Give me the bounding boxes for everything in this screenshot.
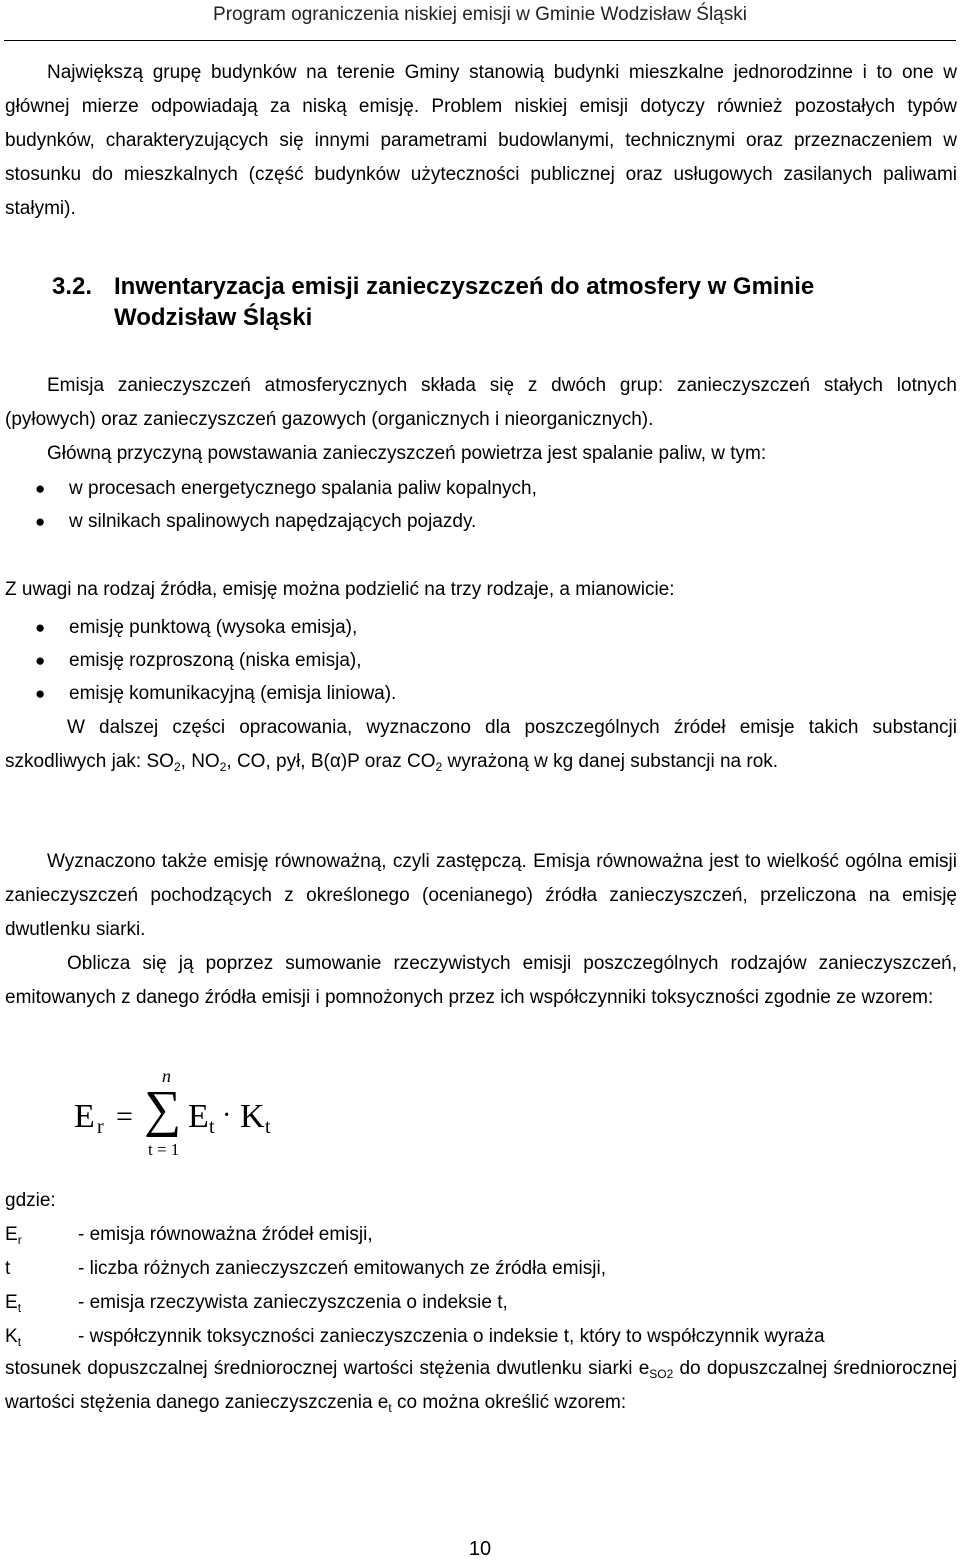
bullet-icon: ● (35, 684, 46, 703)
formula-k: K (240, 1098, 265, 1135)
list-item: ● emisję rozproszoną (niska emisja), (5, 644, 955, 677)
bullet-icon: ● (35, 512, 46, 531)
section-title-line2: Wodzisław Śląski (114, 304, 313, 331)
bullet-icon: ● (35, 479, 46, 498)
where-label: gdzie: (5, 1190, 56, 1211)
bullet-icon: ● (35, 618, 46, 637)
page-number: 10 (468, 1538, 492, 1560)
formula-lhs: E (74, 1098, 95, 1135)
equivalent-emission-formula (70, 1060, 330, 1170)
list-item: ● w procesach energetycznego spalania paliw kopalnych, (5, 472, 955, 505)
paragraph-main-cause: Główną przyczyną powstawania zanieczyszczeń powietrza jest spalanie paliw, w tym: (47, 443, 767, 464)
paragraph-emission-groups: Emisja zanieczyszczeń atmosferycznych składa się z dwóch grup: zanieczyszczeń stałych lotnych (pyłowych) oraz zanieczyszczeń gazowych (organicznych i nieorganicznych). (5, 375, 957, 430)
formula-k-subscript: t (265, 1116, 271, 1138)
paragraph-summation: Oblicza się ją poprzez sumowanie rzeczywistych emisji poszczególnych rodzajów zanieczyszczeń, emitowanych z danego źródła emisji i pomnożonych przez ich współczynniki toksyczności zgodnie ze wzorem: (5, 953, 957, 1008)
definition-row: $E_t$ - emisja rzeczywista zanieczyszczenia o indeksie t, (5, 1292, 508, 1315)
definition-continuation: stosunek dopuszczalnej średniorocznej wartości stężenia dwutlenku siarki $e_{SO2}$ do dopuszczalnej średniorocznej wartości stężenia danego zanieczyszczenia $e_t$ co można określić wzorem: (5, 1358, 957, 1415)
section-title-line1: Inwentaryzacja emisji zanieczyszczeń do atmosfery w Gminie (114, 273, 815, 300)
formula-dot: · (222, 1100, 232, 1131)
paragraph-residential-buildings: Największą grupę budynków na terenie Gminy stanowią budynki mieszkalne jednorodzinne i to one w głównej mierze odpowiadają za niską emisję. Problem niskiej emisji dotyczy również pozostałych typów budynków, charakteryzujących się innymi parametrami budowlanymi, technicznymi oraz przeznaczeniem w stosunku do mieszkalnych (część budynków użyteczności publicznej oraz usługowych zasilanych paliwami stałymi). (5, 62, 957, 219)
formula-lhs-subscript: r (97, 1116, 104, 1138)
list-item: ● emisję punktową (wysoka emisja), (5, 611, 955, 644)
paragraph-source-types: Z uwagi na rodzaj źródła, emisję można podzielić na trzy rodzaje, a mianowicie: (5, 579, 675, 600)
list-item: ● emisję komunikacyjną (emisja liniowa). (5, 677, 955, 710)
formula-lower-limit: t = 1 (148, 1140, 180, 1159)
section-number: 3.2. (52, 273, 93, 300)
formula-upper-limit: n (162, 1066, 171, 1086)
header-divider (4, 40, 956, 41)
paragraph-substances: W dalszej części opracowania, wyznaczono dla poszczególnych źródeł emisje takich substancji szkodliwych jak: $SO_2$, $NO_2$, CO, pył, B(α)P oraz $CO_2$ wyrażoną w kg danej substancji na rok. (5, 717, 957, 774)
bullet-list-combustion (5, 472, 955, 538)
formula-equals: = (116, 1100, 133, 1133)
definition-list (5, 1218, 957, 1354)
bullet-list-emission-types (5, 611, 955, 710)
formula-sigma: ∑ (144, 1081, 182, 1138)
running-header: Program ograniczenia niskiej emisji w Gminie Wodzisław Śląski (213, 4, 747, 25)
definition-row: $E_r$ - emisja równoważna źródeł emisji, (5, 1224, 373, 1247)
bullet-icon: ● (35, 651, 46, 670)
list-item: ● w silnikach spalinowych napędzających pojazdy. (5, 505, 955, 538)
formula-e-subscript: t (209, 1116, 215, 1138)
definition-row: t - liczba różnych zanieczyszczeń emitowanych ze źródła emisji, (5, 1258, 606, 1279)
formula-e: E (188, 1098, 209, 1135)
definition-row: $K_t$ - współczynnik toksyczności zanieczyszczenia o indeksie t, który to współczynnik wyraża (5, 1326, 825, 1349)
paragraph-equivalent-emission: Wyznaczono także emisję równoważną, czyli zastępczą. Emisja równoważna jest to wielkość ogólna emisji zanieczyszczeń pochodzących z określonego (ocenianego) źródła zanieczyszczeń, przeliczona na emisję dwutlenku siarki. (5, 851, 957, 940)
